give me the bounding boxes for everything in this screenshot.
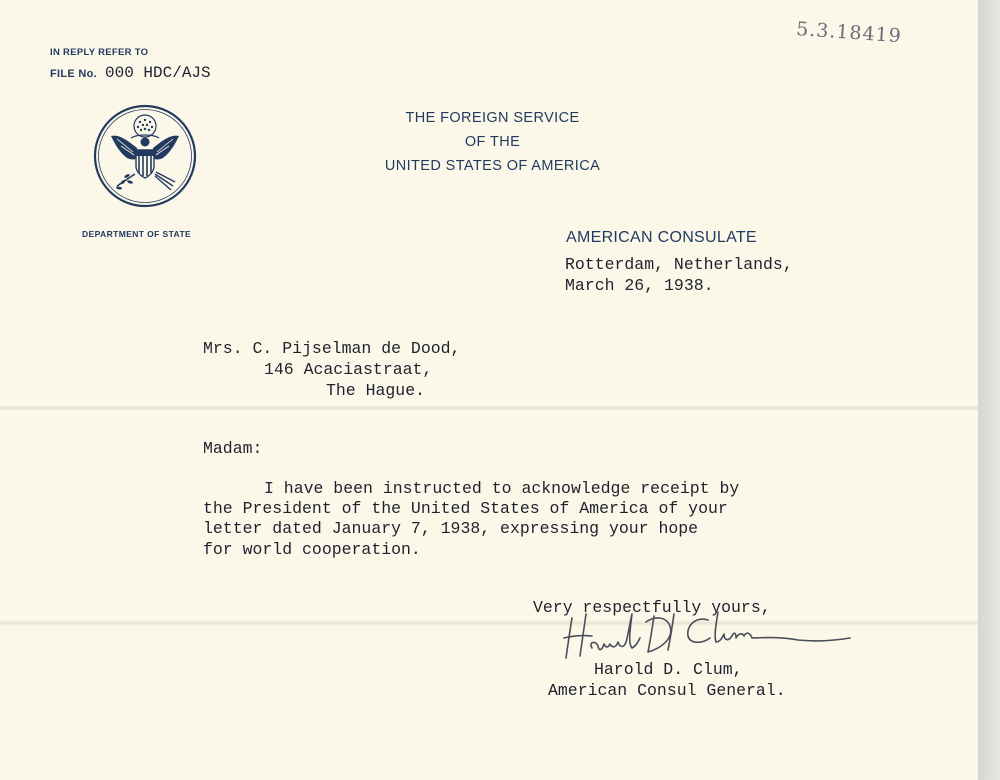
letterhead (340, 106, 645, 178)
reply-label: IN REPLY REFER TO (50, 47, 149, 58)
body-line: for world cooperation. (203, 540, 421, 559)
recipient-street: 146 Acaciastraat, (264, 360, 433, 379)
recipient-name: Mrs. C. Pijselman de Dood, (203, 339, 461, 358)
letter-date: March 26, 1938. (565, 276, 714, 295)
department-of-state-seal-icon (93, 104, 197, 208)
file-number-line (50, 64, 211, 82)
signer-title: American Consul General. (548, 681, 786, 700)
recipient-city: The Hague. (326, 381, 426, 400)
scan-background-edge (978, 0, 1000, 780)
fold-crease (0, 405, 978, 411)
letterhead-line: THE FOREIGN SERVICE (405, 110, 580, 126)
department-label: DEPARTMENT OF STATE (82, 229, 192, 239)
body-line: letter dated January 7, 1938, expressing your hope (203, 519, 699, 538)
sender-place: Rotterdam, Netherlands, (565, 255, 793, 274)
file-label: FILE No. (50, 68, 98, 80)
salutation: Madam: (203, 439, 263, 458)
signer-name: Harold D. Clum, (594, 660, 743, 679)
letterhead-line: OF THE (464, 134, 521, 150)
handwritten-note: 5.3.18419 (795, 18, 903, 48)
body-line: I have been instructed to acknowledge receipt by (264, 479, 740, 498)
consulate-name: AMERICAN CONSULATE (566, 229, 757, 246)
file-number: 000 HDC/AJS (105, 64, 211, 82)
letterhead-line: UNITED STATES OF AMERICA (384, 158, 601, 174)
closing: Very respectfully yours, (533, 598, 771, 617)
body-line: the President of the United States of America of your (203, 499, 728, 518)
